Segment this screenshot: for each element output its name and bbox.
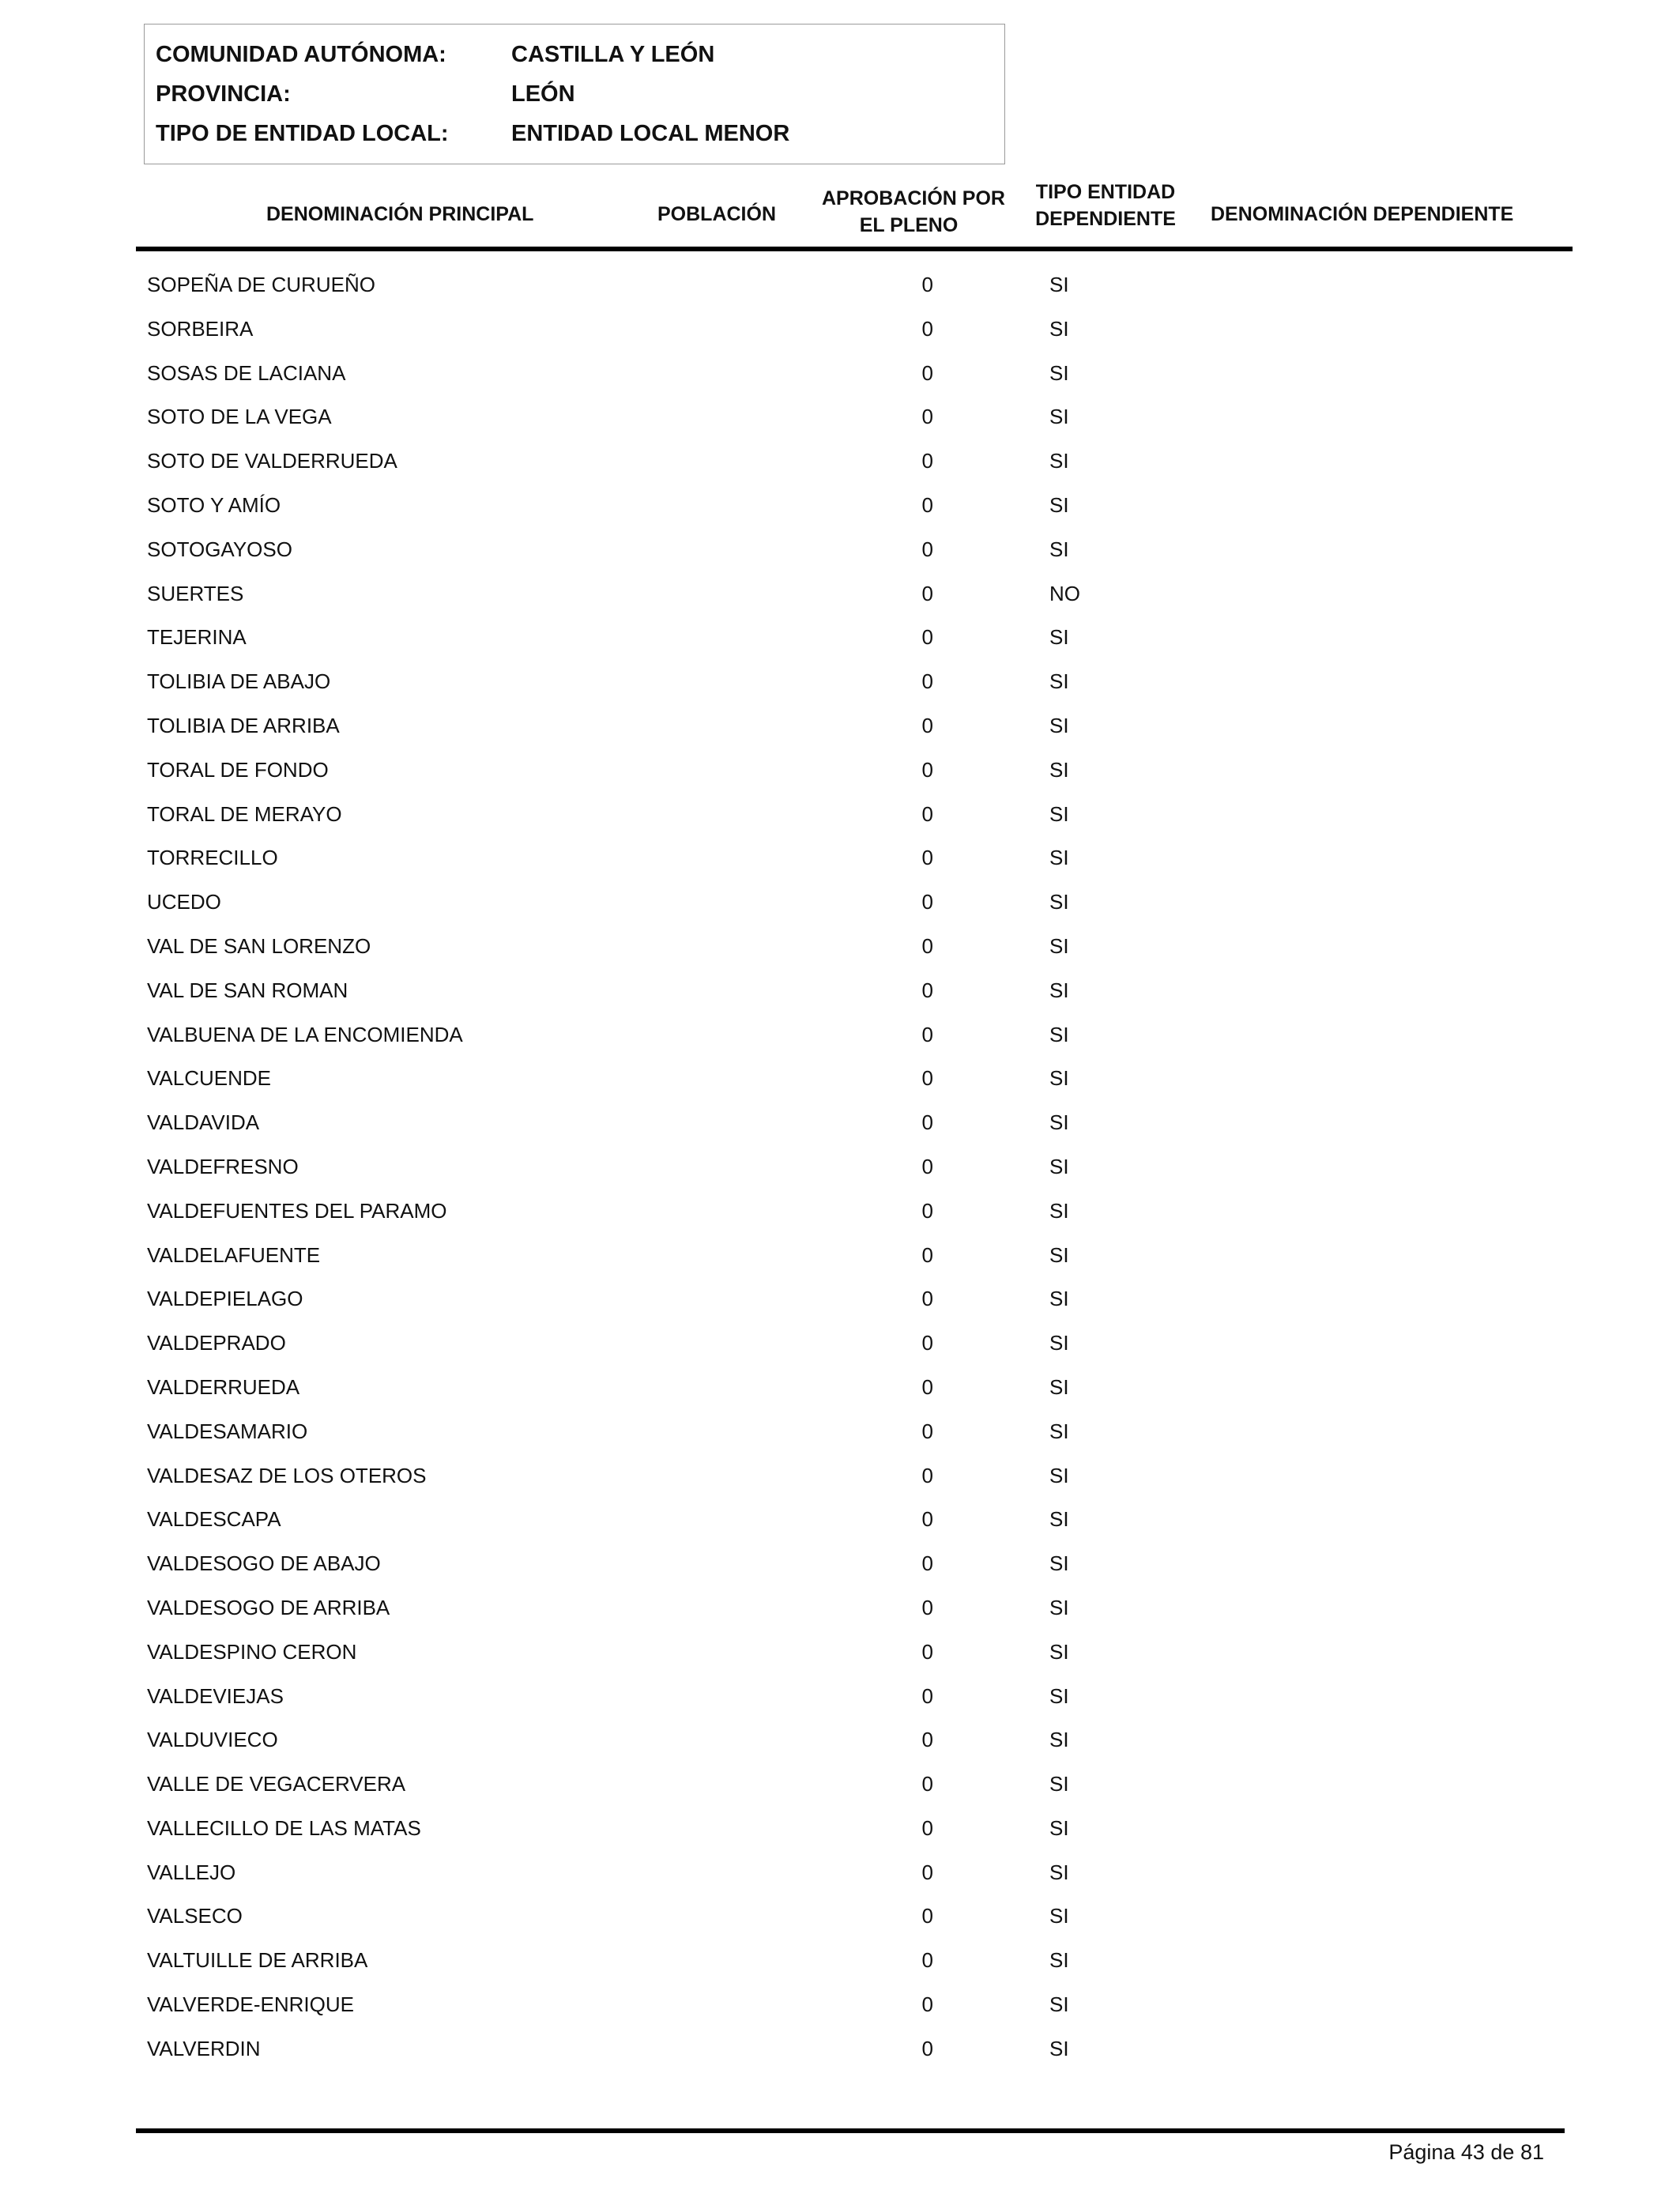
- cell-aprobacion: SI: [1049, 1683, 1069, 1708]
- cell-aprobacion: SI: [1049, 360, 1069, 385]
- cell-poblacion: 0: [921, 1331, 933, 1355]
- table-row: [147, 533, 1569, 578]
- cell-denominacion: VALDESPINO CERON: [147, 1639, 357, 1664]
- cell-aprobacion: SI: [1049, 1992, 1069, 2017]
- table-row: [147, 1371, 1569, 1416]
- cell-aprobacion: SI: [1049, 1198, 1069, 1223]
- table-row: [147, 489, 1569, 533]
- cell-poblacion: 0: [921, 2036, 933, 2060]
- comunidad-value: CASTILLA Y LEÓN: [511, 42, 715, 67]
- table-row: [147, 1195, 1569, 1239]
- cell-denominacion: SUERTES: [147, 581, 244, 605]
- table-row: [147, 1857, 1569, 1901]
- cell-denominacion: VALDESAMARIO: [147, 1419, 308, 1443]
- cell-aprobacion: SI: [1049, 273, 1069, 296]
- table-row: [147, 798, 1569, 843]
- cell-denominacion: SOTOGAYOSO: [147, 537, 292, 561]
- cell-aprobacion: SI: [1049, 1463, 1069, 1487]
- cell-aprobacion: SI: [1049, 316, 1069, 341]
- cell-denominacion: TEJERINA: [147, 625, 247, 650]
- cell-aprobacion: SI: [1049, 978, 1069, 1002]
- table-row: [147, 1768, 1569, 1812]
- cell-poblacion: 0: [921, 492, 933, 517]
- cell-poblacion: 0: [921, 978, 933, 1002]
- cell-poblacion: 0: [921, 1728, 933, 1752]
- tipo-entidad-value: ENTIDAD LOCAL MENOR: [511, 121, 790, 146]
- cell-aprobacion: SI: [1049, 1639, 1069, 1664]
- cell-aprobacion: SI: [1049, 1904, 1069, 1928]
- cell-aprobacion: SI: [1049, 2036, 1069, 2060]
- header-tipo-line2: DEPENDIENTE: [1035, 208, 1176, 230]
- cell-denominacion: VALLE DE VEGACERVERA: [147, 1772, 406, 1796]
- cell-aprobacion: SI: [1049, 1110, 1069, 1135]
- cell-poblacion: 0: [921, 1815, 933, 1840]
- table-row: [147, 1812, 1569, 1857]
- cell-denominacion: VALDEPIELAGO: [147, 1287, 303, 1311]
- cell-aprobacion: SI: [1049, 1815, 1069, 1840]
- cell-poblacion: 0: [921, 581, 933, 605]
- header-denominacion-principal: DENOMINACIÓN PRINCIPAL: [266, 203, 534, 225]
- cell-denominacion: SOTO Y AMÍO: [147, 492, 281, 517]
- table-row: [147, 445, 1569, 489]
- cell-denominacion: VALDERRUEDA: [147, 1374, 300, 1399]
- cell-denominacion: SOTO DE VALDERRUEDA: [147, 449, 397, 473]
- cell-aprobacion: SI: [1049, 1595, 1069, 1619]
- cell-denominacion: TORAL DE FONDO: [147, 757, 329, 782]
- cell-poblacion: 0: [921, 1374, 933, 1399]
- cell-poblacion: 0: [921, 1242, 933, 1267]
- cell-denominacion: VALVERDE-ENRIQUE: [147, 1992, 354, 2017]
- cell-poblacion: 0: [921, 1595, 933, 1619]
- cell-poblacion: 0: [921, 1110, 933, 1135]
- table-row: [147, 1989, 1569, 2033]
- cell-poblacion: 0: [921, 537, 933, 561]
- table-row: [147, 357, 1569, 401]
- cell-aprobacion: SI: [1049, 1242, 1069, 1267]
- cell-poblacion: 0: [921, 933, 933, 958]
- cell-poblacion: 0: [921, 1198, 933, 1223]
- table-row: [147, 1724, 1569, 1768]
- table-row: [147, 1503, 1569, 1547]
- cell-poblacion: 0: [921, 449, 933, 473]
- cell-poblacion: 0: [921, 1904, 933, 1928]
- cell-aprobacion: SI: [1049, 1022, 1069, 1046]
- table-row: [147, 401, 1569, 445]
- table-row: [147, 1106, 1569, 1151]
- table-row: [147, 1062, 1569, 1106]
- cell-aprobacion: SI: [1049, 405, 1069, 429]
- cell-aprobacion: SI: [1049, 1374, 1069, 1399]
- cell-denominacion: SOSAS DE LACIANA: [147, 360, 346, 385]
- provincia-value: LEÓN: [511, 81, 575, 107]
- cell-poblacion: 0: [921, 846, 933, 870]
- cell-denominacion: VALDESAZ DE LOS OTEROS: [147, 1463, 427, 1487]
- cell-denominacion: VALDESOGO DE ABAJO: [147, 1551, 381, 1576]
- cell-aprobacion: SI: [1049, 1154, 1069, 1178]
- cell-poblacion: 0: [921, 757, 933, 782]
- table-row: [147, 1283, 1569, 1327]
- table-row: [147, 665, 1569, 710]
- cell-poblacion: 0: [921, 713, 933, 737]
- header-aprobacion-line1: APROBACIÓN POR: [822, 187, 1005, 209]
- cell-denominacion: SOPEÑA DE CURUEÑO: [147, 273, 375, 296]
- cell-aprobacion: SI: [1049, 492, 1069, 517]
- table-row: [147, 1239, 1569, 1284]
- cell-denominacion: VALDEPRADO: [147, 1331, 286, 1355]
- cell-denominacion: VALDESCAPA: [147, 1507, 281, 1532]
- cell-denominacion: TOLIBIA DE ABAJO: [147, 669, 331, 694]
- cell-denominacion: VALSECO: [147, 1904, 243, 1928]
- cell-denominacion: VAL DE SAN ROMAN: [147, 978, 348, 1002]
- cell-poblacion: 0: [921, 625, 933, 650]
- table-row: [147, 754, 1569, 798]
- cell-denominacion: VALDESOGO DE ARRIBA: [147, 1595, 390, 1619]
- footer-divider: [136, 2128, 1565, 2133]
- table-row: [147, 578, 1569, 622]
- cell-poblacion: 0: [921, 1992, 933, 2017]
- cell-poblacion: 0: [921, 890, 933, 914]
- table-row: [147, 1944, 1569, 1989]
- cell-denominacion: TORRECILLO: [147, 846, 278, 870]
- cell-poblacion: 0: [921, 1551, 933, 1576]
- cell-denominacion: VALDEVIEJAS: [147, 1683, 284, 1708]
- cell-denominacion: VAL DE SAN LORENZO: [147, 933, 371, 958]
- header-aprobacion-line2: EL PLENO: [859, 214, 959, 236]
- cell-denominacion: VALDELAFUENTE: [147, 1242, 321, 1267]
- entity-info-box: [144, 24, 1005, 164]
- table-row: [147, 974, 1569, 1019]
- cell-aprobacion: SI: [1049, 537, 1069, 561]
- table-row: [147, 930, 1569, 974]
- table-row: [147, 1416, 1569, 1460]
- cell-aprobacion: NO: [1049, 581, 1080, 605]
- cell-poblacion: 0: [921, 1463, 933, 1487]
- header-tipo-line1: TIPO ENTIDAD: [1035, 181, 1176, 203]
- cell-denominacion: VALLEJO: [147, 1860, 236, 1884]
- cell-aprobacion: SI: [1049, 846, 1069, 870]
- table-row: [147, 1019, 1569, 1063]
- table-row: [147, 621, 1569, 665]
- cell-poblacion: 0: [921, 1066, 933, 1091]
- cell-aprobacion: SI: [1049, 1728, 1069, 1752]
- table-row: [147, 842, 1569, 886]
- page-number: Página 43 de 81: [1388, 2140, 1544, 2164]
- table-row: [147, 1680, 1569, 1725]
- cell-aprobacion: SI: [1049, 1860, 1069, 1884]
- cell-poblacion: 0: [921, 1287, 933, 1311]
- cell-poblacion: 0: [921, 1507, 933, 1532]
- cell-denominacion: VALTUILLE DE ARRIBA: [147, 1948, 368, 1973]
- comunidad-label: COMUNIDAD AUTÓNOMA:: [156, 42, 446, 67]
- cell-poblacion: 0: [921, 316, 933, 341]
- table-body: [147, 269, 1569, 2077]
- cell-poblacion: 0: [921, 801, 933, 826]
- cell-aprobacion: SI: [1049, 669, 1069, 694]
- cell-poblacion: 0: [921, 1948, 933, 1973]
- cell-denominacion: VALCUENDE: [147, 1066, 272, 1091]
- cell-poblacion: 0: [921, 360, 933, 385]
- cell-denominacion: VALBUENA DE LA ENCOMIENDA: [147, 1022, 463, 1046]
- cell-aprobacion: SI: [1049, 449, 1069, 473]
- table-row: [147, 313, 1569, 357]
- header-aprobacion: [822, 185, 1005, 239]
- cell-aprobacion: SI: [1049, 1419, 1069, 1443]
- cell-aprobacion: SI: [1049, 1551, 1069, 1576]
- cell-aprobacion: SI: [1049, 933, 1069, 958]
- table-row: [147, 1327, 1569, 1371]
- cell-aprobacion: SI: [1049, 890, 1069, 914]
- table-row: [147, 269, 1569, 313]
- cell-aprobacion: SI: [1049, 713, 1069, 737]
- cell-poblacion: 0: [921, 1860, 933, 1884]
- cell-denominacion: TOLIBIA DE ARRIBA: [147, 713, 340, 737]
- cell-aprobacion: SI: [1049, 1287, 1069, 1311]
- cell-aprobacion: SI: [1049, 757, 1069, 782]
- cell-denominacion: VALDUVIECO: [147, 1728, 278, 1752]
- provincia-label: PROVINCIA:: [156, 81, 291, 107]
- table-row: [147, 1460, 1569, 1504]
- cell-poblacion: 0: [921, 273, 933, 296]
- cell-poblacion: 0: [921, 1772, 933, 1796]
- table-row: [147, 1151, 1569, 1195]
- header-denominacion-dependiente: DENOMINACIÓN DEPENDIENTE: [1211, 203, 1514, 225]
- cell-denominacion: VALDEFUENTES DEL PARAMO: [147, 1198, 447, 1223]
- table-row: [147, 886, 1569, 930]
- cell-poblacion: 0: [921, 1683, 933, 1708]
- header-tipo-entidad-dependiente: [1030, 179, 1181, 232]
- cell-poblacion: 0: [921, 405, 933, 429]
- cell-denominacion: SOTO DE LA VEGA: [147, 405, 332, 429]
- table-row: [147, 1900, 1569, 1944]
- table-row: [147, 1636, 1569, 1680]
- cell-denominacion: UCEDO: [147, 890, 221, 914]
- table-row: [147, 1547, 1569, 1592]
- cell-denominacion: VALDEFRESNO: [147, 1154, 299, 1178]
- cell-poblacion: 0: [921, 1022, 933, 1046]
- cell-denominacion: VALDAVIDA: [147, 1110, 260, 1135]
- cell-aprobacion: SI: [1049, 1507, 1069, 1532]
- cell-poblacion: 0: [921, 1419, 933, 1443]
- cell-denominacion: SORBEIRA: [147, 316, 254, 341]
- table-row: [147, 710, 1569, 754]
- cell-denominacion: VALVERDIN: [147, 2036, 261, 2060]
- tipo-entidad-label: TIPO DE ENTIDAD LOCAL:: [156, 121, 449, 146]
- header-poblacion: POBLACIÓN: [657, 203, 776, 225]
- cell-aprobacion: SI: [1049, 1948, 1069, 1973]
- table-row: [147, 2033, 1569, 2077]
- cell-poblacion: 0: [921, 1639, 933, 1664]
- cell-aprobacion: SI: [1049, 1066, 1069, 1091]
- cell-aprobacion: SI: [1049, 801, 1069, 826]
- cell-denominacion: TORAL DE MERAYO: [147, 801, 342, 826]
- cell-poblacion: 0: [921, 1154, 933, 1178]
- cell-denominacion: VALLECILLO DE LAS MATAS: [147, 1815, 421, 1840]
- table-header: [136, 174, 1573, 251]
- table-row: [147, 1592, 1569, 1636]
- cell-aprobacion: SI: [1049, 625, 1069, 650]
- cell-aprobacion: SI: [1049, 1772, 1069, 1796]
- cell-poblacion: 0: [921, 669, 933, 694]
- cell-aprobacion: SI: [1049, 1331, 1069, 1355]
